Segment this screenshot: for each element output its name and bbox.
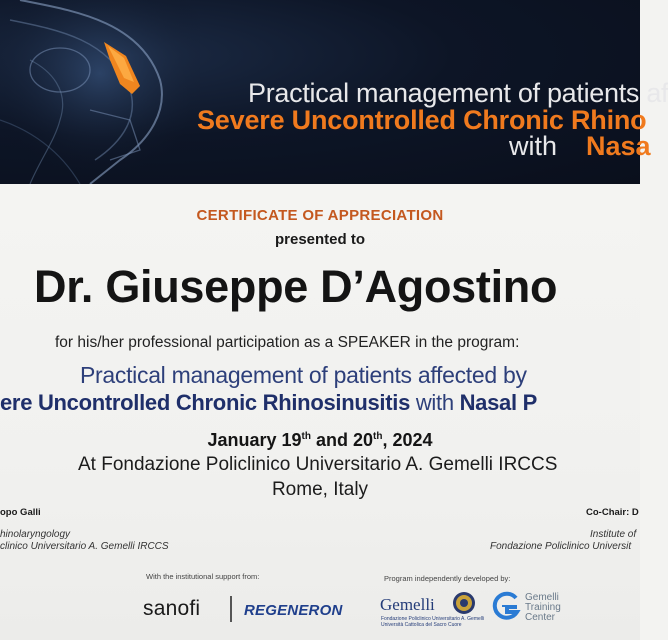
- gtc-line3: Center: [525, 612, 556, 623]
- gtc-line2: Training: [525, 602, 561, 613]
- date-part2: and 20: [310, 430, 374, 450]
- right-signatory-org: Fondazione Policlinico Universit: [490, 541, 632, 552]
- gemelli-sub-line2: Università Cattolica del Sacro Cuore: [381, 622, 462, 628]
- presented-to: presented to: [274, 231, 365, 248]
- program-developed-label: Program independently developed by:: [384, 574, 511, 583]
- certificate-body: [0, 184, 640, 640]
- event-venue: At Fondazione Policlinico Universitario A. Gemelli IRCCS: [78, 454, 558, 475]
- date-part1: January 19: [207, 430, 302, 450]
- right-signatory-dept: Institute of: [590, 529, 637, 540]
- date-sup1: th: [301, 431, 311, 442]
- participation-text: for his/her professional participation as a SPEAKER in the program:: [55, 334, 520, 351]
- banner-title-line2: Severe Uncontrolled Chronic Rhino: [197, 105, 647, 135]
- date-part3: , 2024: [382, 430, 433, 450]
- gemelli-training-center-icon: [490, 592, 522, 622]
- certificate-heading: CERTIFICATE OF APPRECIATION: [196, 207, 444, 224]
- event-city: Rome, Italy: [271, 479, 369, 500]
- sponsor-divider: [230, 596, 232, 622]
- institutional-support-label: With the institutional support from:: [146, 572, 260, 581]
- gemelli-sub-line1: Fondazione Policlinico Universitario A. Gemelli: [381, 616, 485, 622]
- skull-illustration-icon: [0, 0, 200, 184]
- date-sup2: th: [373, 431, 383, 442]
- left-signatory-name: opo Galli: [0, 507, 41, 518]
- left-signatory-dept: hinolaryngology: [0, 529, 71, 540]
- gemelli-training-center-label: [525, 593, 561, 623]
- program-title-with: with: [415, 390, 454, 415]
- university-seal-icon: [452, 591, 476, 615]
- gemelli-logo: Gemelli: [380, 595, 435, 614]
- gtc-line1: Gemelli: [525, 592, 559, 603]
- left-signatory-org: clinico Universitario A. Gemelli IRCCS: [0, 541, 169, 552]
- program-title-bold-a: ere Uncontrolled Chronic Rhinosinusitis: [0, 390, 411, 415]
- program-title-bold-b: Nasal P: [459, 390, 537, 415]
- banner-title-line1: Practical management of patients af: [248, 78, 668, 108]
- program-title-line2: [0, 390, 537, 416]
- gemelli-logo-subtitle: [381, 616, 484, 628]
- sanofi-logo: sanofi: [143, 597, 201, 620]
- recipient-name: Dr. Giuseppe D’Agostino: [34, 261, 558, 312]
- right-signatory-title: Co-Chair: D: [586, 507, 639, 518]
- banner-title-line3-with: with: [509, 131, 558, 161]
- event-date: [0, 430, 640, 451]
- banner-title-line3-nasal: Nasa: [586, 131, 651, 161]
- program-title-line1: Practical management of patients affected by: [80, 362, 527, 388]
- event-banner: [0, 0, 668, 184]
- regeneron-logo: REGENERON: [244, 602, 343, 619]
